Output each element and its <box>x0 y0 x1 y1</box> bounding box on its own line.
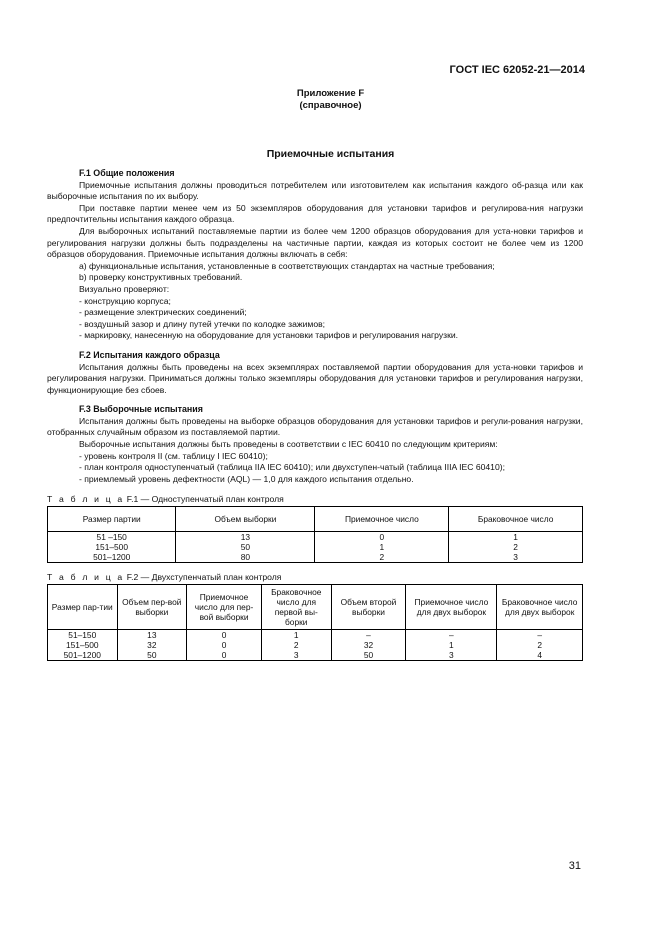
table-cell: 51–150 <box>48 629 118 640</box>
table-f1 <box>47 506 583 563</box>
table-cell: 2 <box>315 552 449 563</box>
column-header: Объем выборки <box>176 507 315 532</box>
table-cell: 3 <box>261 650 331 661</box>
column-header: Приемочное число для двух выборок <box>406 584 497 629</box>
table-cell: – <box>331 629 406 640</box>
table-cell: 13 <box>117 629 187 640</box>
table-cell: 151–500 <box>48 640 118 650</box>
table-cell: 50 <box>117 650 187 661</box>
table-cell: 3 <box>406 650 497 661</box>
table-cell: 151–500 <box>48 542 176 552</box>
table-header-row <box>48 507 583 532</box>
table-cell: 32 <box>117 640 187 650</box>
table-cell: 32 <box>331 640 406 650</box>
annex-type: (справочное) <box>299 100 362 111</box>
f1-check-item: - воздушный зазор и длину путей утечки по колодке зажимов; <box>79 318 326 329</box>
f1-check-item: - размещение электрических соединений; <box>79 307 247 318</box>
table-cell: 0 <box>315 532 449 543</box>
table-cell: 0 <box>187 629 262 640</box>
f3-criteria-item: - приемлемый уровень дефектности (AQL) — 1,0 для каждого испытания отдельно. <box>79 473 414 484</box>
table-cell: – <box>406 629 497 640</box>
f1-visual-label: Визуально проверяют: <box>79 283 170 294</box>
table-f2 <box>47 584 583 661</box>
standard-number: ГОСТ IEC 62052-21—2014 <box>449 64 585 76</box>
table-cell: 50 <box>331 650 406 661</box>
table-f1-caption <box>47 494 583 506</box>
f1-item-a: a) функциональные испытания, установленные в соответствующих стандартах на частные требования; <box>79 260 495 271</box>
table-cell: 1 <box>315 542 449 552</box>
table-cell: 501–1200 <box>48 650 118 661</box>
section-f3-heading: F.3 Выборочные испытания <box>79 404 203 415</box>
column-header: Браковочное число <box>449 507 583 532</box>
f1-paragraph-3: Для выборочных испытаний поставляемые партии из более чем 1200 образцов оборудования для уста-новки тарифов и регулирования нагрузки должны быть подразделены на частичные партии, каждая из которых состоит не более чем из 1200 образцов оборудования. Приемочные испытания должны включать в себя: <box>47 225 583 260</box>
table-row <box>48 640 583 650</box>
table-header-row <box>48 584 583 629</box>
f1-item-b: b) проверку конструктивных требований. <box>79 272 243 283</box>
f1-paragraph-1: Приемочные испытания должны проводиться потребителем или изготовителем как испытания каждого об-разца или как выборочные испытания по их выбору. <box>47 179 583 202</box>
table-row <box>48 542 583 552</box>
table-row <box>48 650 583 661</box>
table-cell: 3 <box>449 552 583 563</box>
table-cell: 50 <box>176 542 315 552</box>
table-cell: 2 <box>497 640 583 650</box>
table-caption-text: F.2 — Двухступенчатый план контроля <box>126 572 282 583</box>
annex-heading <box>0 88 661 112</box>
document-body <box>47 168 583 661</box>
table-cell: 2 <box>449 542 583 552</box>
table-cell: – <box>497 629 583 640</box>
table-row <box>48 629 583 640</box>
column-header: Объем второй выборки <box>331 584 406 629</box>
f2-paragraph-1: Испытания должны быть проведены на всех экземплярах поставляемой партии оборудования для уста-новки тарифов и регулирования нагрузки. Приниматься должны только экземпляры оборудования для установки тарифов и регулирования нагрузки, функционирующие без сбоев. <box>47 361 583 395</box>
table-cell: 13 <box>176 532 315 543</box>
table-cell: 0 <box>187 650 262 661</box>
section-f1-heading: F.1 Общие положения <box>79 168 175 178</box>
column-header: Размер пар-тии <box>48 584 118 629</box>
column-header: Приемочное число для пер-вой выборки <box>187 584 262 629</box>
column-header: Приемочное число <box>315 507 449 532</box>
table-cell: 4 <box>497 650 583 661</box>
table-caption-text: F.1 — Одноступенчатый план контроля <box>126 494 284 505</box>
table-row <box>48 552 583 563</box>
annex-title: Приложение F <box>296 88 365 99</box>
table-cell: 1 <box>449 532 583 543</box>
table-cell: 51 –150 <box>48 532 176 543</box>
table-cell: 0 <box>187 640 262 650</box>
column-header: Браковочное число для первой вы-борки <box>261 584 331 629</box>
table-cell: 2 <box>261 640 331 650</box>
column-header: Браковочное число для двух выборок <box>497 584 583 629</box>
table-label: Т а б л и ц а <box>47 572 125 583</box>
column-header: Размер партии <box>48 507 176 532</box>
table-row <box>48 532 583 543</box>
table-cell: 80 <box>176 552 315 563</box>
f1-check-item: - маркировку, нанесенную на оборудование для установки тарифов и регулирования нагрузки. <box>79 330 459 341</box>
f3-criteria-item: - план контроля одноступенчатый (таблица IIA IEC 60410); или двухступен-чатый (таблица IIIA IEC 60410); <box>79 462 505 473</box>
page-number: 31 <box>568 860 581 872</box>
column-header: Объем пер-вой выборки <box>117 584 187 629</box>
table-cell: 1 <box>261 629 331 640</box>
document-title: Приемочные испытания <box>266 148 395 160</box>
table-f2-caption <box>47 572 583 584</box>
f1-paragraph-2: При поставке партии менее чем из 50 экземпляров оборудования для установки тарифов и регулирова-ния нагрузки предпочтительны испытания каждого образца. <box>47 202 583 225</box>
table-label: Т а б л и ц а <box>47 494 125 505</box>
f3-paragraph-1: Испытания должны быть проведены на выборке образцов оборудования для установки тарифов и регули-рования нагрузки, отобранных случайным образом из поставляемой партии. <box>47 415 583 438</box>
table-cell: 1 <box>406 640 497 650</box>
section-f2-heading: F.2 Испытания каждого образца <box>79 349 220 360</box>
table-cell: 501–1200 <box>48 552 176 563</box>
f1-check-item: - конструкцию корпуса; <box>79 295 171 306</box>
f3-paragraph-2: Выборочные испытания должны быть проведены в соответствии с IEC 60410 по следующим критериям: <box>79 439 498 450</box>
f3-criteria-item: - уровень контроля II (см. таблицу I IEC 60410); <box>79 450 268 461</box>
